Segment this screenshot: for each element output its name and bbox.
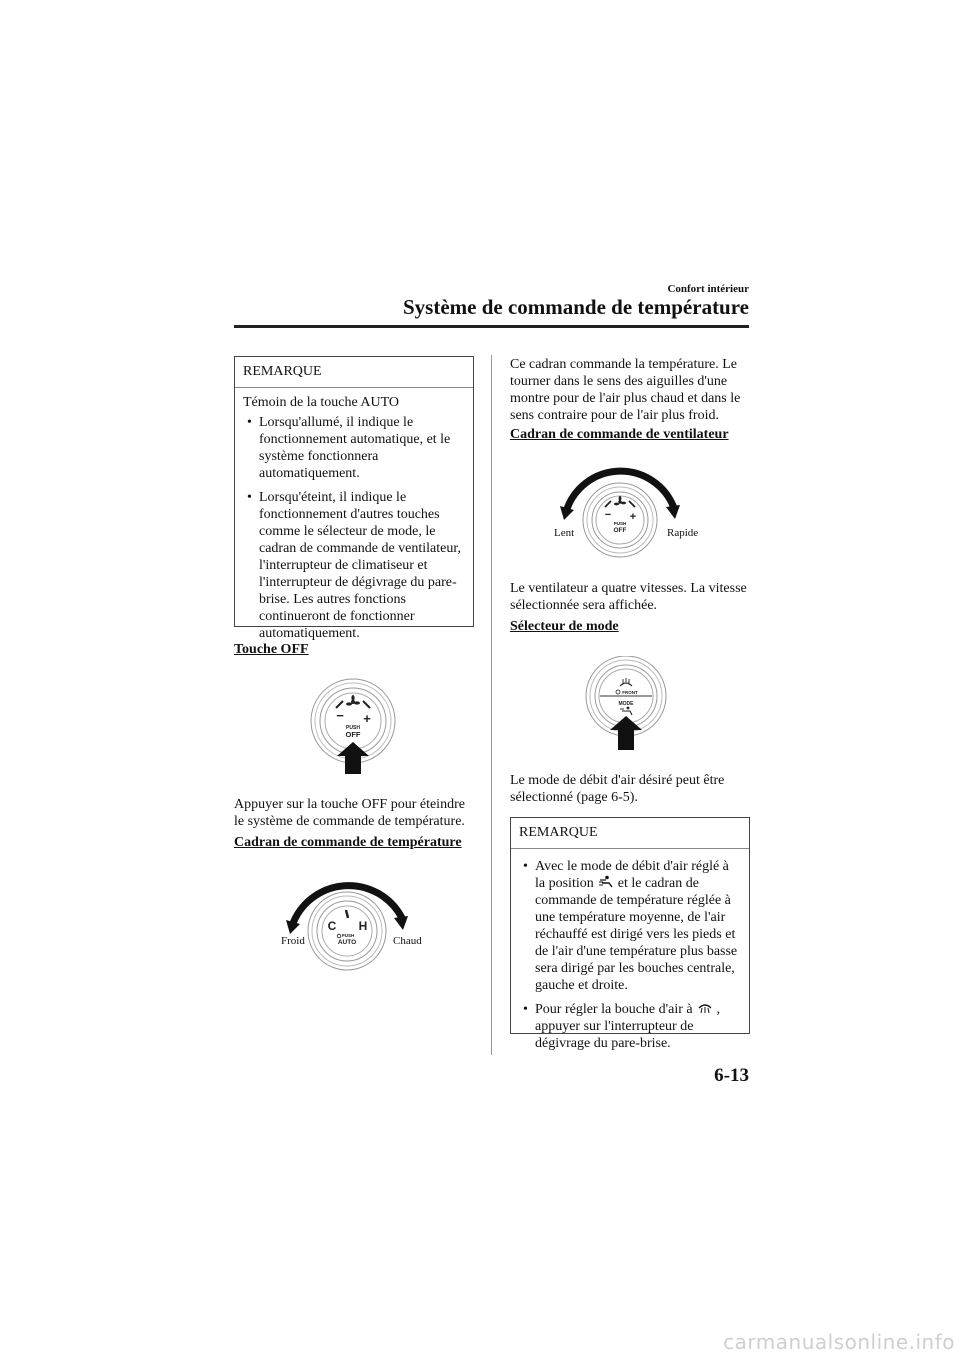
speed-tick [363, 701, 370, 708]
arrow-left-icon [286, 920, 300, 934]
push-label: PUSH [341, 933, 355, 938]
page-number: 6-13 [714, 1065, 749, 1086]
note-intro: Témoin de la touche AUTO [243, 395, 400, 410]
watermark: carmanualsonline.info [723, 1330, 955, 1354]
note-heading: REMARQUE [511, 818, 749, 849]
cold-direction-label: Froid [281, 935, 305, 947]
arrow-right-icon [394, 916, 408, 930]
note-box-airflow [510, 817, 750, 1051]
fan-icon [346, 695, 360, 706]
fan-heading: Cadran de commande de ventilateur [510, 427, 729, 442]
temperature-heading: Cadran de commande de température [234, 835, 462, 850]
hot-direction-label: Chaud [393, 935, 422, 947]
page-title: Système de commande de température [402, 295, 749, 319]
off-button-illustration [306, 678, 402, 778]
note-bullet: • Lorsqu'allumé, il indique le fonctionnement automatique, et le système fonctionnera automatiquement. [243, 414, 465, 482]
speed-tick [336, 701, 343, 708]
note-bullet-text: Pour régler la bouche d'air à [535, 1002, 693, 1017]
note-bullet-text: et le cadran de commande de température réglée à une température moyenne, de l'air réchauffé est dirigé vers les pieds et de l'air d'une température plus basse sera dirigé par les bouches centrale, gauche et droite. [535, 876, 738, 993]
push-label: PUSH [613, 521, 627, 526]
off-label: OFF [345, 730, 361, 739]
mode-selector-illustration [580, 656, 676, 756]
indicator-mark [346, 910, 348, 918]
plus-label: + [363, 711, 371, 726]
fan-text: Le ventilateur a quatre vitesses. La vitesse sélectionnée sera affichée. [510, 581, 747, 613]
airflow-bilevel-icon [620, 707, 632, 715]
temperature-text: Ce cadran commande la température. Le tourner dans le sens des aiguilles d'une montre pour de l'air plus chaud et dans le sens contraire pour de l'air plus froid. [510, 357, 741, 423]
note-box-auto [234, 356, 474, 641]
front-label: FRONT [622, 690, 638, 695]
note-bullet: • Lorsqu'éteint, il indique le fonctionnement d'autres touches comme le sélecteur de mode, le cadran de commande de ventilateur, l'interrupteur de climatiseur et l'interrupteur de dégivrage du pare-brise. Les autres fonctions continueront de fonctionner automatiquement. [243, 489, 465, 642]
column-divider [491, 355, 492, 1055]
push-label: PUSH [346, 725, 360, 731]
mode-label: MODE [618, 701, 634, 707]
hot-label: H [358, 919, 368, 933]
note-bullet-list [243, 414, 465, 642]
note-bullet-list [519, 858, 741, 1052]
arrow-right-icon [666, 505, 680, 519]
cold-label: C [327, 919, 337, 933]
note-heading: REMARQUE [235, 357, 473, 388]
fan-dial-illustration [556, 460, 699, 560]
indicator-light-icon [616, 690, 620, 694]
slow-direction-label: Lent [554, 527, 575, 539]
header-rule [234, 325, 749, 328]
note-bullet-text: Avec le mode de débit d'air réglé à la position [535, 859, 729, 891]
temperature-dial-illustration [276, 866, 428, 978]
off-text: Appuyer sur la touche OFF pour éteindre le système de commande de température. [234, 797, 465, 829]
dial-ring [583, 483, 657, 557]
windshield-defrost-icon [620, 678, 632, 686]
section-label: Confort intérieur [667, 283, 749, 295]
windshield-defrost-icon [697, 1001, 713, 1014]
bilevel-airflow-icon [598, 875, 614, 888]
arrow-left-icon [560, 506, 574, 520]
auto-indicator-icon [337, 934, 341, 938]
off-heading: Touche OFF [234, 642, 309, 657]
mode-heading: Sélecteur de mode [510, 619, 619, 634]
speed-tick [605, 501, 611, 507]
dial-ring [308, 892, 386, 970]
fast-direction-label: Rapide [667, 527, 699, 539]
note-bullet-text: , appuyer sur l'interrupteur de dégivrage du pare-brise. [535, 1002, 721, 1051]
mode-text: Le mode de débit d'air désiré peut être sélectionné (page 6-5). [510, 773, 725, 805]
fan-icon [614, 496, 626, 506]
off-label: OFF [613, 527, 627, 534]
minus-label: − [336, 708, 344, 723]
note-bullet [519, 1001, 741, 1052]
minus-label: − [604, 509, 612, 521]
plus-label: + [629, 511, 637, 523]
note-bullet [519, 858, 741, 994]
speed-tick [629, 501, 635, 507]
auto-label: AUTO [337, 939, 357, 946]
